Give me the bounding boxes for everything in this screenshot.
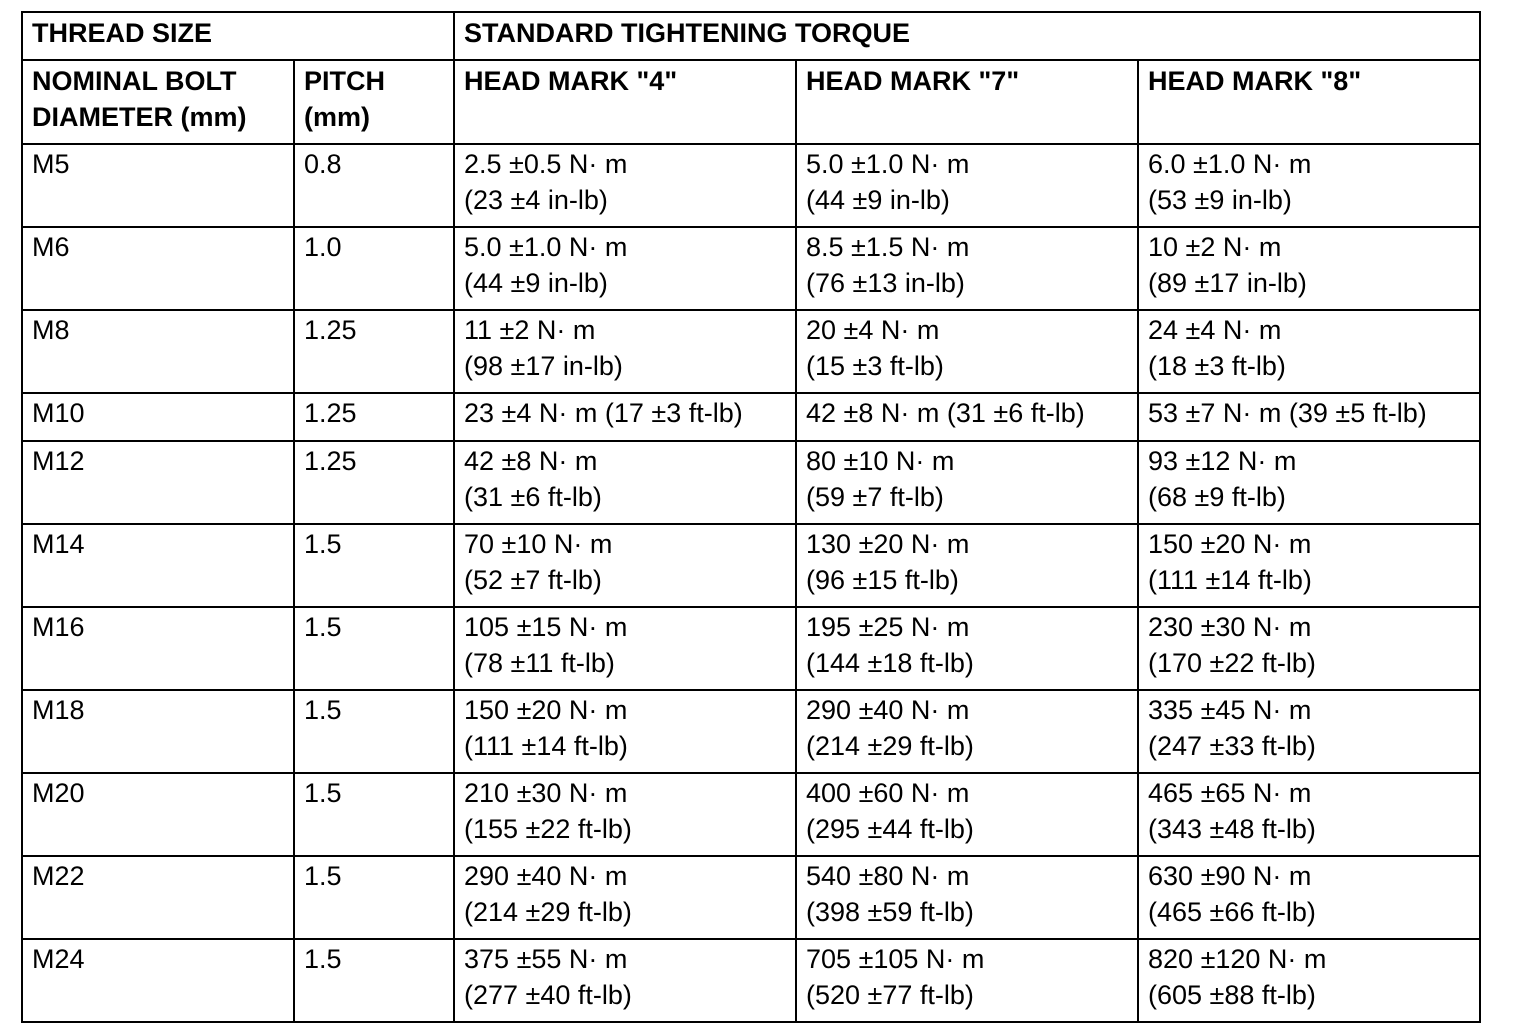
torque-cell-head-mark-4 (454, 607, 796, 690)
header-row-sub (22, 60, 1480, 144)
torque-imperial: (295 ±44 ft-lb) (806, 814, 974, 844)
bolt-size-cell: M24 (22, 939, 294, 1022)
torque-imperial: (277 ±40 ft-lb) (464, 980, 632, 1010)
torque-metric: 820 ±120 N· m (1148, 944, 1327, 974)
torque-imperial: (343 ±48 ft-lb) (1148, 814, 1316, 844)
torque-cell-head-mark-7 (796, 441, 1138, 524)
torque-metric: 335 ±45 N· m (1148, 695, 1312, 725)
pitch-cell: 1.25 (294, 393, 454, 441)
torque-imperial: (111 ±14 ft-lb) (1148, 565, 1312, 595)
bolt-size-cell: M22 (22, 856, 294, 939)
torque-imperial: (144 ±18 ft-lb) (806, 648, 974, 678)
pitch-header-line2: (mm) (304, 102, 370, 132)
torque-metric: 705 ±105 N· m (806, 944, 985, 974)
pitch-cell: 1.5 (294, 524, 454, 607)
torque-cell-head-mark-4 (454, 227, 796, 310)
torque-cell-head-mark-4 (454, 856, 796, 939)
torque-metric: 130 ±20 N· m (806, 529, 970, 559)
torque-imperial: (44 ±9 in-lb) (806, 185, 950, 215)
bolt-size-cell: M18 (22, 690, 294, 773)
torque-imperial: (170 ±22 ft-lb) (1148, 648, 1316, 678)
torque-cell-head-mark-4 (454, 690, 796, 773)
table-row (22, 310, 1480, 393)
bolt-size-cell: M6 (22, 227, 294, 310)
torque-metric: 20 ±4 N· m (806, 315, 940, 345)
torque-imperial: (214 ±29 ft-lb) (464, 897, 632, 927)
torque-metric: 8.5 ±1.5 N· m (806, 232, 970, 262)
bolt-size-cell: M16 (22, 607, 294, 690)
torque-cell-head-mark-8 (1138, 524, 1480, 607)
pitch-cell: 1.0 (294, 227, 454, 310)
bolt-size-cell: M12 (22, 441, 294, 524)
torque-table (21, 11, 1481, 1023)
torque-imperial: (96 ±15 ft-lb) (806, 565, 959, 595)
torque-metric: 93 ±12 N· m (1148, 446, 1297, 476)
torque-cell-head-mark-7 (796, 524, 1138, 607)
torque-cell-head-mark-8 (1138, 227, 1480, 310)
pitch-cell: 0.8 (294, 144, 454, 227)
header-row-main (22, 12, 1480, 60)
torque-imperial: (15 ±3 ft-lb) (806, 351, 944, 381)
pitch-cell: 1.5 (294, 856, 454, 939)
torque-metric: 11 ±2 N· m (464, 315, 596, 345)
torque-metric: 400 ±60 N· m (806, 778, 970, 808)
torque-imperial: (23 ±4 in-lb) (464, 185, 608, 215)
torque-cell-head-mark-4 (454, 144, 796, 227)
torque-cell-head-mark-8 (1138, 607, 1480, 690)
bolt-size-cell: M20 (22, 773, 294, 856)
head-mark-8-header: HEAD MARK "8" (1138, 60, 1480, 144)
table-row (22, 227, 1480, 310)
torque-imperial: (605 ±88 ft-lb) (1148, 980, 1316, 1010)
torque-cell-head-mark-4 (454, 441, 796, 524)
torque-cell-head-mark-8 (1138, 310, 1480, 393)
torque-cell-head-mark-8 (1138, 939, 1480, 1022)
table-row (22, 607, 1480, 690)
torque-cell-head-mark-7 (796, 227, 1138, 310)
torque-cell-head-mark-4 (454, 524, 796, 607)
pitch-cell: 1.25 (294, 310, 454, 393)
table-row (22, 690, 1480, 773)
table-row (22, 856, 1480, 939)
table-row (22, 773, 1480, 856)
torque-imperial: (465 ±66 ft-lb) (1148, 897, 1316, 927)
table-row (22, 524, 1480, 607)
torque-cell-head-mark-4 (454, 939, 796, 1022)
torque-metric: 53 ±7 N· m (39 ±5 ft-lb) (1148, 398, 1427, 428)
torque-cell-head-mark-7 (796, 856, 1138, 939)
torque-metric: 5.0 ±1.0 N· m (806, 149, 970, 179)
pitch-cell: 1.5 (294, 773, 454, 856)
torque-metric: 540 ±80 N· m (806, 861, 970, 891)
bolt-size-cell: M8 (22, 310, 294, 393)
torque-cell-head-mark-7 (796, 939, 1138, 1022)
torque-metric: 10 ±2 N· m (1148, 232, 1282, 262)
torque-metric: 42 ±8 N· m (31 ±6 ft-lb) (806, 398, 1085, 428)
torque-cell-head-mark-8 (1138, 441, 1480, 524)
torque-metric: 150 ±20 N· m (1148, 529, 1312, 559)
torque-metric: 2.5 ±0.5 N· m (464, 149, 628, 179)
torque-cell-head-mark-7 (796, 607, 1138, 690)
torque-cell-head-mark-4 (454, 310, 796, 393)
torque-metric: 290 ±40 N· m (806, 695, 970, 725)
head-mark-7-header: HEAD MARK "7" (796, 60, 1138, 144)
torque-metric: 105 ±15 N· m (464, 612, 628, 642)
nominal-header-line1: NOMINAL BOLT (32, 66, 237, 96)
torque-metric: 42 ±8 N· m (464, 446, 598, 476)
torque-cell-head-mark-7 (796, 393, 1138, 441)
torque-cell-head-mark-8 (1138, 773, 1480, 856)
pitch-cell: 1.5 (294, 939, 454, 1022)
torque-metric: 630 ±90 N· m (1148, 861, 1312, 891)
torque-cell-head-mark-4 (454, 773, 796, 856)
head-mark-4-header: HEAD MARK "4" (454, 60, 796, 144)
torque-cell-head-mark-8 (1138, 144, 1480, 227)
torque-cell-head-mark-7 (796, 144, 1138, 227)
torque-cell-head-mark-8 (1138, 856, 1480, 939)
pitch-header (294, 60, 454, 144)
torque-metric: 23 ±4 N· m (17 ±3 ft-lb) (464, 398, 743, 428)
torque-cell-head-mark-4 (454, 393, 796, 441)
torque-imperial: (247 ±33 ft-lb) (1148, 731, 1316, 761)
bolt-size-cell: M10 (22, 393, 294, 441)
torque-imperial: (18 ±3 ft-lb) (1148, 351, 1286, 381)
pitch-cell: 1.25 (294, 441, 454, 524)
torque-imperial: (214 ±29 ft-lb) (806, 731, 974, 761)
torque-imperial: (76 ±13 in-lb) (806, 268, 965, 298)
torque-imperial: (31 ±6 ft-lb) (464, 482, 602, 512)
torque-metric: 210 ±30 N· m (464, 778, 628, 808)
torque-metric: 150 ±20 N· m (464, 695, 628, 725)
torque-imperial: (53 ±9 in-lb) (1148, 185, 1292, 215)
standard-torque-header: STANDARD TIGHTENING TORQUE (454, 12, 1480, 60)
torque-cell-head-mark-8 (1138, 690, 1480, 773)
table-row (22, 441, 1480, 524)
torque-metric: 70 ±10 N· m (464, 529, 613, 559)
torque-metric: 80 ±10 N· m (806, 446, 955, 476)
table-row (22, 939, 1480, 1022)
table-row (22, 393, 1480, 441)
torque-cell-head-mark-7 (796, 773, 1138, 856)
torque-imperial: (98 ±17 in-lb) (464, 351, 623, 381)
pitch-header-line1: PITCH (304, 66, 385, 96)
table-row (22, 144, 1480, 227)
nominal-diameter-header (22, 60, 294, 144)
torque-imperial: (398 ±59 ft-lb) (806, 897, 974, 927)
torque-metric: 6.0 ±1.0 N· m (1148, 149, 1312, 179)
torque-cell-head-mark-7 (796, 310, 1138, 393)
nominal-header-line2: DIAMETER (mm) (32, 102, 247, 132)
pitch-cell: 1.5 (294, 690, 454, 773)
bolt-size-cell: M5 (22, 144, 294, 227)
torque-metric: 195 ±25 N· m (806, 612, 970, 642)
torque-imperial: (89 ±17 in-lb) (1148, 268, 1307, 298)
pitch-cell: 1.5 (294, 607, 454, 690)
torque-metric: 465 ±65 N· m (1148, 778, 1312, 808)
torque-imperial: (155 ±22 ft-lb) (464, 814, 632, 844)
torque-imperial: (44 ±9 in-lb) (464, 268, 608, 298)
torque-metric: 5.0 ±1.0 N· m (464, 232, 628, 262)
thread-size-header: THREAD SIZE (22, 12, 454, 60)
bolt-size-cell: M14 (22, 524, 294, 607)
torque-metric: 375 ±55 N· m (464, 944, 628, 974)
torque-table-body (22, 12, 1480, 1022)
torque-imperial: (78 ±11 ft-lb) (464, 648, 615, 678)
torque-cell-head-mark-8 (1138, 393, 1480, 441)
torque-metric: 24 ±4 N· m (1148, 315, 1282, 345)
torque-metric: 290 ±40 N· m (464, 861, 628, 891)
torque-imperial: (520 ±77 ft-lb) (806, 980, 974, 1010)
torque-imperial: (111 ±14 ft-lb) (464, 731, 628, 761)
torque-imperial: (59 ±7 ft-lb) (806, 482, 944, 512)
torque-imperial: (52 ±7 ft-lb) (464, 565, 602, 595)
torque-cell-head-mark-7 (796, 690, 1138, 773)
torque-metric: 230 ±30 N· m (1148, 612, 1312, 642)
torque-imperial: (68 ±9 ft-lb) (1148, 482, 1286, 512)
